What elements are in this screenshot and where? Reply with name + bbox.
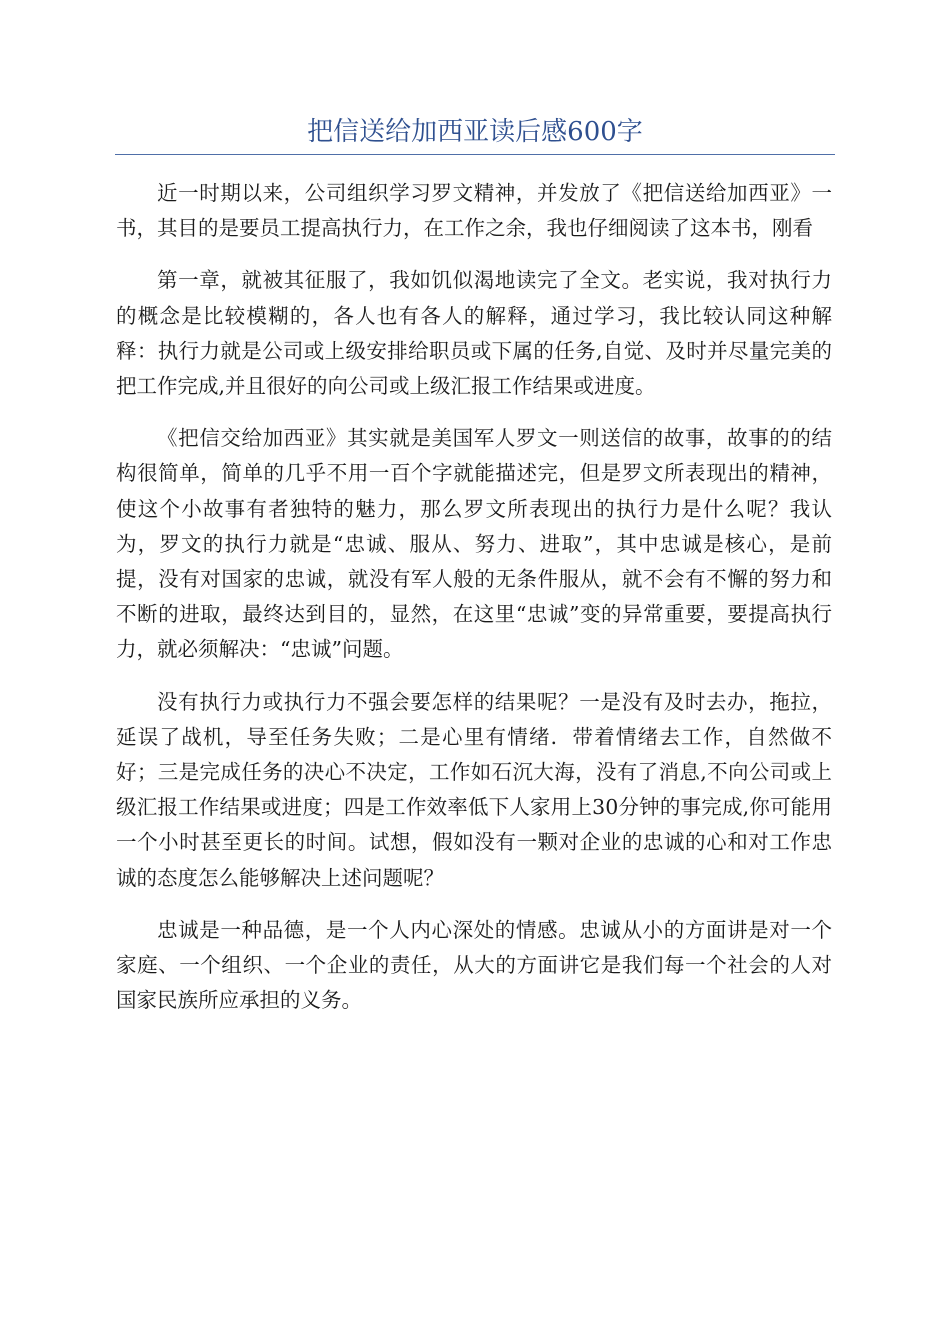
paragraph-4: 没有执行力或执行力不强会要怎样的结果呢？一是没有及时去办，拖拉，延误了战机，导至任务失败；二是心里有情绪．带着情绪去工作，自然做不好；三是完成任务的决心不决定，工作如石沉大海，没有了消息,不向公司或上级汇报工作结果或进度；四是工作效率低下人家用上30分钟的事完成,你可能用一个小时甚至更长的时间。试想，假如没有一颗对企业的忠诚的心和对工作忠诚的态度怎么能够解决上述问题呢？	[116, 689, 832, 890]
paragraph-5: 忠诚是一种品德，是一个人内心深处的情感。忠诚从小的方面讲是对一个家庭、一个组织、一个企业的责任，从大的方面讲它是我们每一个社会的人对国家民族所应承担的义务。	[116, 917, 832, 1013]
document-body	[116, 176, 832, 1035]
paragraph-3: 《把信交给加西亚》其实就是美国军人罗文一则送信的故事，故事的的结构很简单，简单的几乎不用一百个字就能描述完，但是罗文所表现出的精神，使这个小故事有者独特的魅力，那么罗文所表现出的执行力是什么呢？我认为，罗文的执行力就是“忠诚、服从、努力、进取”，其中忠诚是核心，是前提，没有对国家的忠诚，就没有军人般的无条件服从，就不会有不懈的努力和不断的进取，最终达到目的，显然，在这里“忠诚”变的异常重要，要提高执行力，就必须解决：“忠诚”问题。	[116, 426, 832, 662]
document-title: 把信送给加西亚读后感600字	[307, 117, 643, 147]
title-underline	[115, 154, 835, 155]
paragraph-2: 第一章，就被其征服了，我如饥似渴地读完了全文。老实说，我对执行力的概念是比较模糊的，各人也有各人的解释，通过学习，我比较认同这种解释：执行力就是公司或上级安排给职员或下属的任务,自觉、及时并尽量完美的把工作完成,并且很好的向公司或上级汇报工作结果或进度。	[116, 268, 832, 399]
paragraph-1: 近一时期以来，公司组织学习罗文精神，并发放了《把信送给加西亚》一书，其目的是要员工提高执行力，在工作之余，我也仔细阅读了这本书，刚看	[116, 181, 832, 241]
